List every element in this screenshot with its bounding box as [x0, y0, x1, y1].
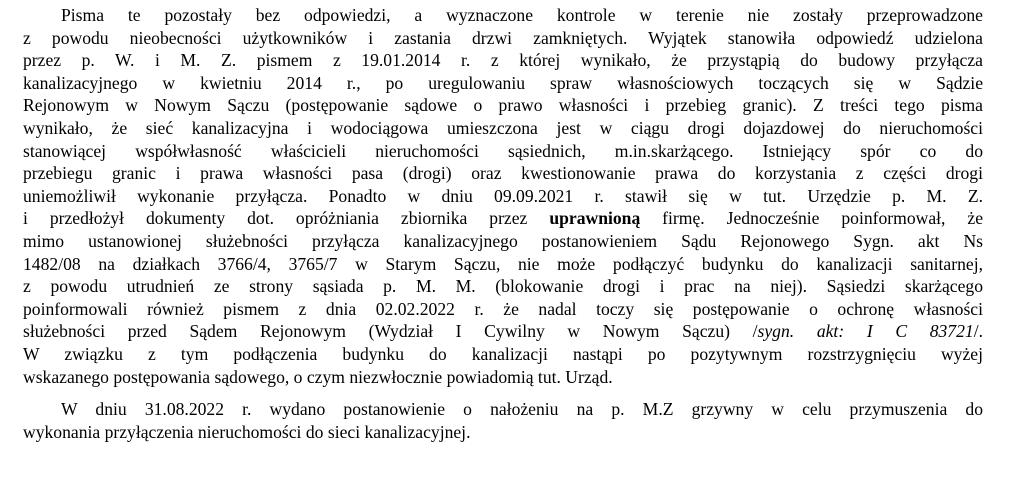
case-signature: sygn. akt: I C 83721 — [757, 321, 974, 342]
text-line: wskazanego postępowania sądowego, o czym niezwłocznie powiadomią tut. Urząd. — [23, 366, 613, 387]
text-line: stanowiącej współwłasność właścicieli nieruchomości sąsiednich, m.in.skarżącego. Istniejący spór co do — [23, 140, 983, 161]
text-line: wynikało, że sieć kanalizacyjna i wodociągowa umieszczona jest w ciągu drogi dojazdowej do nieruchomości — [23, 117, 983, 138]
text-segment: /. — [973, 321, 983, 342]
text-line: 1482/08 na działkach 3766/4, 3765/7 w Starym Sączu, nie może podłączyć budynku do kanalizacji sanitarnej, — [23, 253, 983, 274]
text-line: kanalizacyjnego w kwietniu 2014 r., po uregulowaniu spraw własnościowych toczących się w Sądzie — [23, 72, 983, 93]
text-line: Rejonowym w Nowym Sączu (postępowanie sądowe o prawo własności i przebieg granic). Z treści tego pisma — [23, 95, 983, 116]
paragraph-1 — [23, 4, 983, 388]
bold-emphasis: uprawnioną — [549, 208, 641, 229]
text-line — [23, 207, 983, 230]
text-line: wykonania przyłączenia nieruchomości do sieci kanalizacyjnej. — [23, 421, 471, 442]
text-line: W dniu 31.08.2022 r. wydano postanowienie o nałożeniu na p. M.Z grzywny w celu przymuszenia do — [61, 399, 983, 420]
text-line: mimo ustanowionej służebności przyłącza kanalizacyjnego postanowieniem Sądu Rejonowego Sygn. akt Ns — [23, 230, 983, 251]
text-line: z powodu nieobecności użytkowników i zastania drzwi zamkniętych. Wyjątek stanowiła odpowiedź udzielona — [23, 27, 983, 48]
paragraph-gap — [23, 388, 983, 398]
document-page — [23, 4, 983, 443]
text-line: W związku z tym podłączenia budynku do kanalizacji nastąpi po pozytywnym rozstrzygnięciu wyżej — [23, 343, 983, 364]
text-line: przez p. W. i M. Z. pismem z 19.01.2014 r. z której wynikało, że przystąpią do budowy przyłącza — [23, 50, 983, 71]
text-line: Pisma te pozostały bez odpowiedzi, a wyznaczone kontrole w terenie nie zostały przeprowadzone — [61, 5, 983, 25]
text-line — [23, 320, 983, 343]
text-segment: służebności przed Sądem Rejonowym (Wydział I Cywilny w Nowym Sączu) / — [23, 321, 758, 342]
text-line: uniemożliwił wykonanie przyłącza. Ponadto w dniu 09.09.2021 r. stawił się w tut. Urzędzie p. M. Z. — [23, 185, 983, 206]
paragraph-2 — [23, 398, 983, 443]
text-segment: firmę. Jednocześnie poinformował, że — [640, 208, 983, 229]
text-line: poinformowali również pismem z dnia 02.02.2022 r. że nadal toczy się postępowanie o ochronę własności — [23, 298, 983, 319]
text-line: z powodu utrudnień ze strony sąsiada p. M. M. (blokowanie drogi i prac na niej). Sąsiedzi skarżącego — [23, 276, 983, 297]
text-segment: i przedłożył dokumenty dot. opróżniania zbiornika przez — [23, 208, 550, 229]
text-line: przebiegu granic i prawa własności pasa (drogi) oraz kwestionowanie prawa do korzystania z części drogi — [23, 163, 983, 184]
